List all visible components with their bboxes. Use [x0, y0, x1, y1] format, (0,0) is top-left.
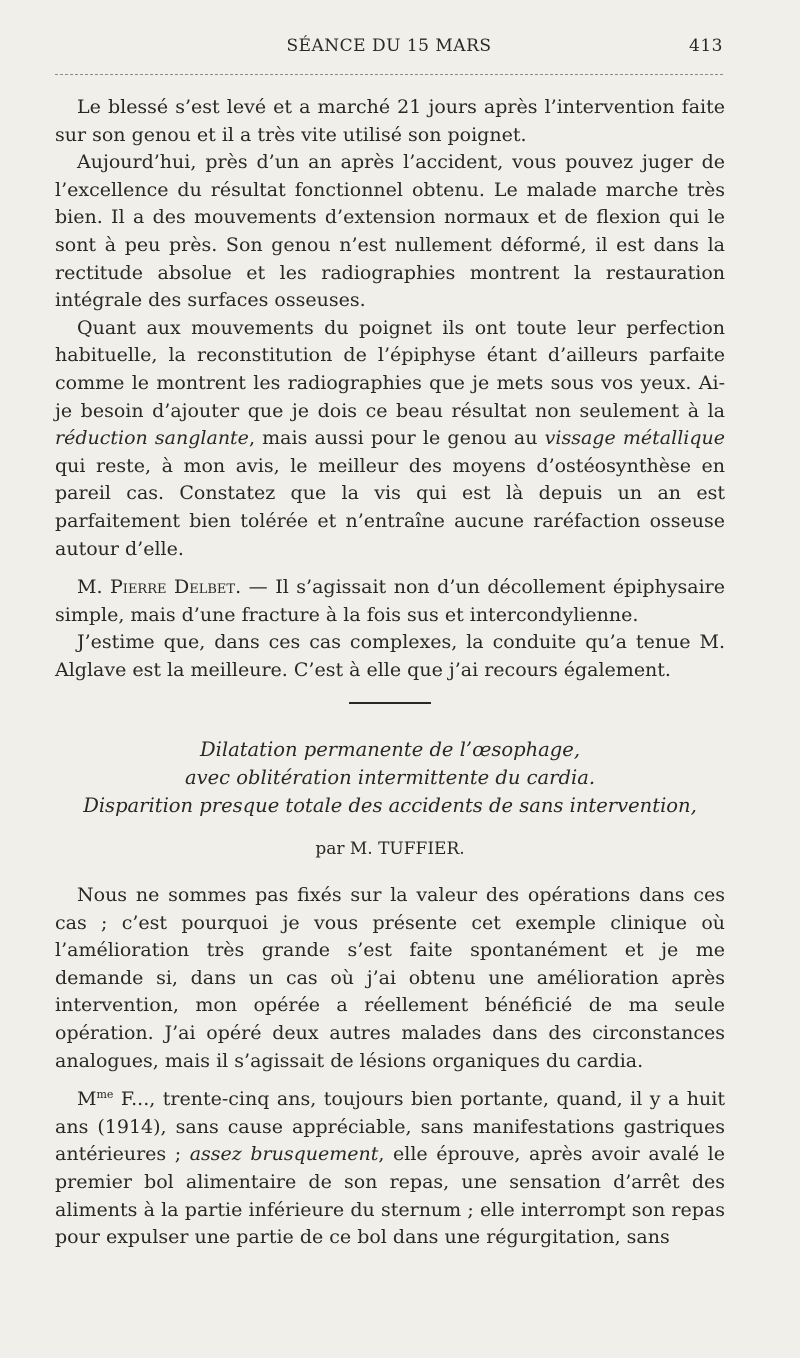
article-author: par M. TUFFIER.: [315, 839, 465, 860]
running-header: [55, 32, 723, 60]
delbet-text: — Il s’agissait non d’un décollement épiphysaire simple, mais d’une fracture à la fois sus et intercondylienne.: [55, 576, 725, 626]
quant-text-1: Quant aux mouvements du poignet ils ont toute leur perfection habituelle, la reconstitution de l’épiphyse étant d’ailleurs parfaite comme le montrent les radiographies que je mets sous vos yeux. Ai-je besoin d’ajouter que je dois ce beau résultat non seulement à la: [55, 316, 725, 422]
paragraph-nous: Nous ne sommes pas fixés sur la valeur des opérations dans ces cas ; c’est pourquoi je vous présente cet exemple clinique où l’amélioration très grande s’est faite spontanément et je me demande si, dans un cas où j’ai obtenu une amélioration après intervention, mon opérée a réellement bénéficié de ma seule opération. J’ai opéré deux autres malades dans des circonstances analogues, mais il s’agissait de lésions organiques du cardia.: [55, 884, 725, 1072]
paragraph-aujourdhui: Aujourd’hui, près d’un an après l’accident, vous pouvez juger de l’excellence du résultat fonctionnel obtenu. Le malade marche très bien. Il a des mouvements d’extension normaux et de flexion qui le sont à peu près. Son genou n’est nullement déformé, il est dans la rectitude absolue et les radiographies montrent la restauration intégrale des surfaces osseuses.: [55, 151, 725, 312]
quant-emphasis-1: réduction sanglante: [55, 427, 249, 450]
header-rule: [55, 74, 723, 75]
paragraph-delbet: [55, 574, 725, 629]
quant-text-3: qui reste, à mon avis, le meilleur des moyens d’ostéosynthèse en pareil cas. Constatez que la vis qui est là depuis un an est parfaitement bien tolérée et n’entraîne aucune raréfaction osseuse autour d’elle.: [55, 454, 725, 560]
section-separator: [349, 702, 431, 704]
quant-emphasis-2: vissage métallique: [544, 427, 725, 450]
article-title-line-2: avec oblitération intermittente du cardia.: [184, 766, 596, 790]
quant-text-2: , mais aussi pour le genou au: [248, 427, 545, 450]
speaker-name: M. Pierre Delbet.: [77, 576, 242, 599]
paragraph-estime: J’estime que, dans ces cas complexes, la conduite qu’a tenue M. Alglave est la meilleure. C’est à elle que j’ai recours également.: [55, 631, 725, 681]
paragraph-leve: Le blessé s’est levé et a marché 21 jours après l’intervention faite sur son genou et il a très vite utilisé son poignet.: [55, 96, 725, 146]
mme-emphasis: assez brusquement: [189, 1143, 379, 1166]
title-abbr: M: [77, 1088, 97, 1111]
article-title: [55, 736, 725, 820]
article-title-line-1: Dilatation permanente de l’œsophage,: [199, 738, 581, 762]
article-title-line-3: Disparition presque totale des accidents de sans intervention,: [83, 794, 697, 818]
paragraph-quant: [55, 315, 725, 563]
paragraph-mme: [55, 1086, 725, 1252]
page-number: 413: [689, 36, 723, 56]
mme-text-2: , elle éprouve, après avoir avalé le premier bol alimentaire de son repas, une sensation d’arrêt des aliments à la partie inférieure du sternum ; elle interrompt son repas pour expulser une partie de ce bol dans une régurgitation, sans: [55, 1143, 725, 1249]
running-title: SÉANCE DU 15 MARS: [286, 36, 492, 56]
title-superscript: me: [96, 1088, 114, 1102]
page-body: [55, 94, 725, 1252]
mme-text-1: F..., trente-cinq ans, toujours bien portante, quand, il y a huit ans (1914), sans cause appréciable, sans manifestations gastriques antérieures ;: [55, 1088, 725, 1166]
